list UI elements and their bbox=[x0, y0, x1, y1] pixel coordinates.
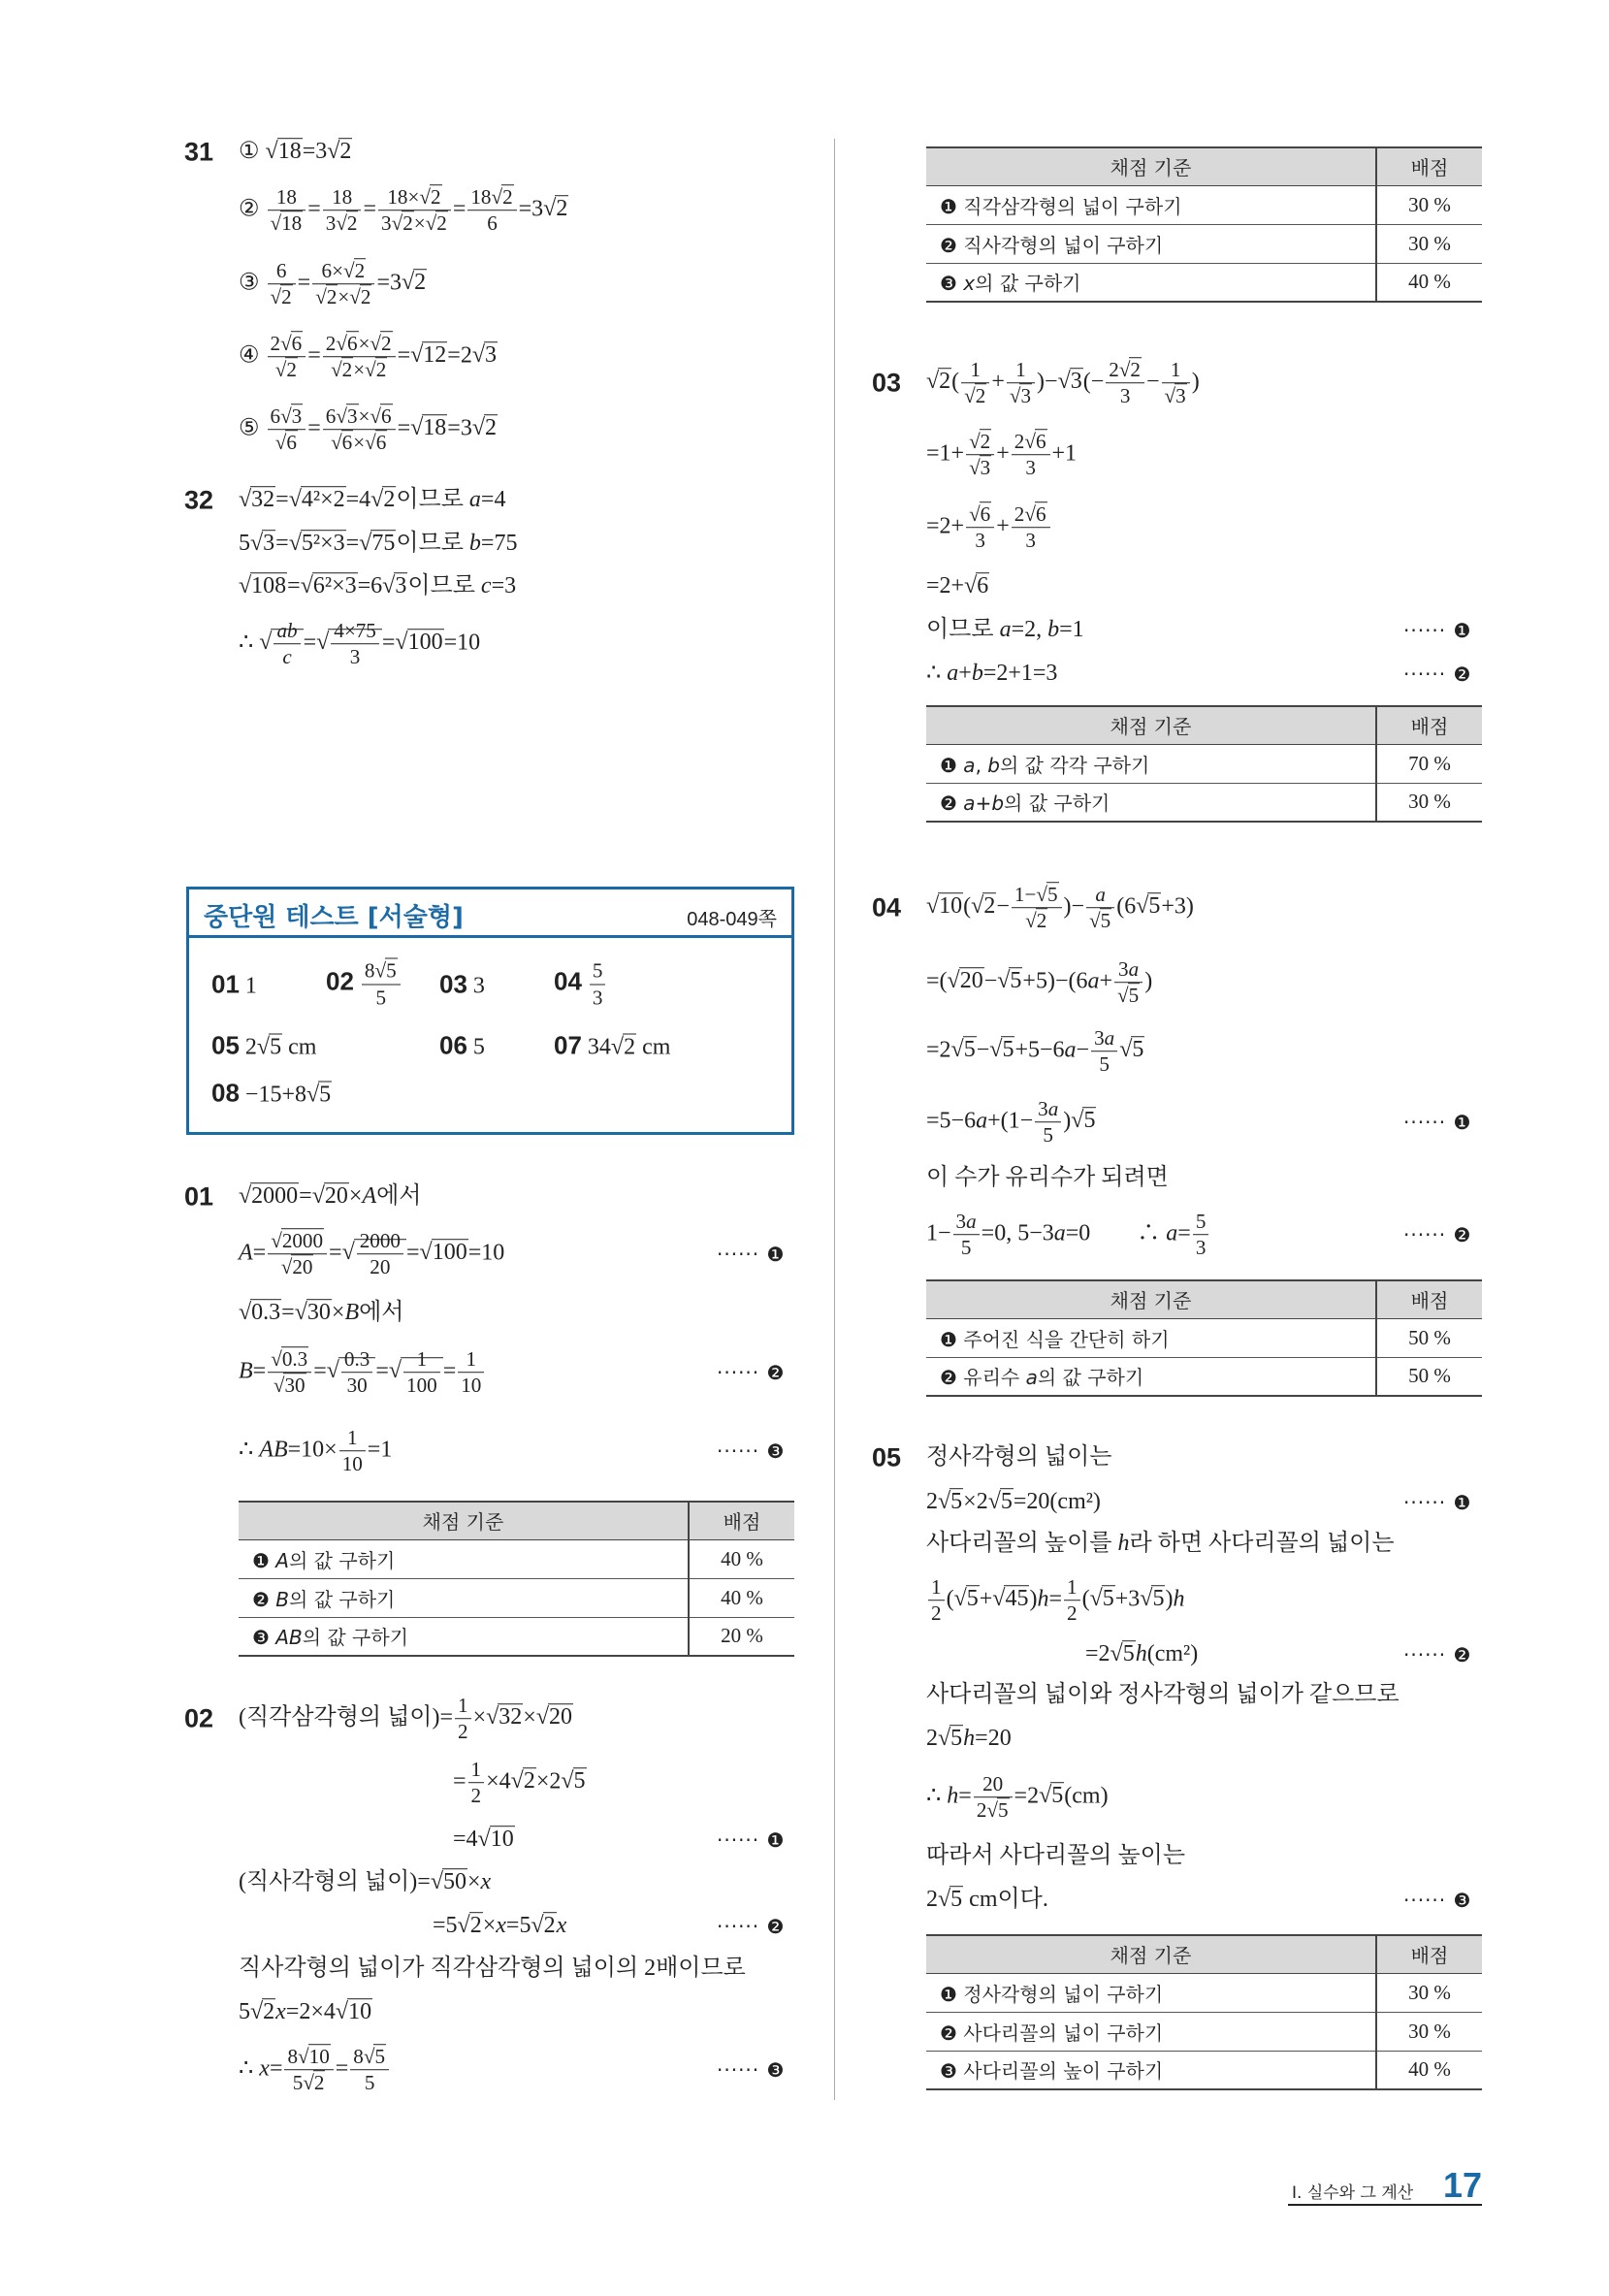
answer-item: 01 1 bbox=[211, 969, 257, 999]
scoring-table bbox=[926, 1279, 1482, 1397]
table-row: ❷ B의 값 구하기 40 % bbox=[239, 1578, 794, 1617]
solution-line: 2√5h=20 bbox=[926, 1726, 1012, 1752]
solution-line: ⑤ $\frac{6√3}{√6}$ = $\frac{6√3\times√6}{√6\times√6}$ =√18=3√2 bbox=[239, 404, 497, 455]
solution-line: =2+√6 bbox=[926, 573, 989, 599]
step-marker: ······ ❸ bbox=[717, 2058, 786, 2082]
solution-line: ∴ h= $\frac{20}{2√5}$ =2√5(cm) bbox=[926, 1772, 1109, 1823]
table-header: 배점 bbox=[1376, 147, 1482, 185]
solution-line: =2√5h(cm²) bbox=[1085, 1641, 1199, 1667]
scoring-table bbox=[239, 1501, 794, 1657]
table-header: 채점 기준 bbox=[239, 1502, 689, 1539]
solution-line: A= $\frac{√2000}{√20}$ =√ $\frac{2000}{20}$ =√100=10 bbox=[239, 1229, 505, 1279]
answer-item: 03 3 bbox=[439, 969, 485, 999]
solution-line: ④ $\frac{2√6}{√2}$ = $\frac{2√6\times√2}{√2\times√2}$ =√12=2√3 bbox=[239, 332, 497, 382]
step-marker: ······ ❸ bbox=[1403, 1889, 1472, 1912]
step-marker: ······ ❷ bbox=[717, 1361, 786, 1384]
solution-line: ∴ AB=10× $\frac{1}{10}$ =1 bbox=[239, 1426, 393, 1476]
solution-line: (직사각형의 넓이)=√50×x bbox=[239, 1869, 492, 1895]
table-row: ❷ 직사각형의 넓이 구하기 30 % bbox=[926, 224, 1482, 263]
solution-line: =(√20−√5+5)−(6a+ $\frac{3a}{√5}$ ) bbox=[926, 957, 1153, 1008]
solution-line: √108=√6²×3=6√3이므로 c=3 bbox=[239, 573, 517, 599]
step-marker: ······ ❶ bbox=[717, 1243, 786, 1266]
table-header: 배점 bbox=[1376, 706, 1482, 744]
scoring-table bbox=[926, 146, 1482, 303]
solution-line: ∴ x= $\frac{8√10}{5√2}$ = $\frac{8√5}{5}$ bbox=[239, 2045, 391, 2095]
step-marker: ······ ❶ bbox=[1403, 1111, 1472, 1134]
scoring-table bbox=[926, 1934, 1482, 2090]
solution-line: 1− $\frac{3a}{5}$ =0, 5−3a=0 ∴ a= $\frac{5}{3}$ bbox=[926, 1210, 1210, 1260]
table-row: ❷ 사다리꼴의 넓이 구하기 30 % bbox=[926, 2012, 1482, 2051]
table-header: 채점 기준 bbox=[926, 1280, 1376, 1318]
solution-line: ∴ a+b=2+1=3 bbox=[926, 661, 1058, 687]
solution-line: 이 수가 유리수가 되려면 bbox=[926, 1165, 1169, 1191]
solution-line: √32=√4²×2=4√2이므로 a=4 bbox=[239, 487, 506, 513]
solution-line: ∴ √ $\frac{ab}{c}$ =√ $\frac{4\times 75}{3}$ =√100=10 bbox=[239, 619, 481, 669]
chapter-title: Ⅰ. 실수와 그 계산 bbox=[1292, 2183, 1414, 2203]
table-row: ❶ 주어진 식을 간단히 하기 50 % bbox=[926, 1318, 1482, 1357]
solution-line: 정사각형의 넓이는 bbox=[926, 1444, 1112, 1471]
solution-line: √2000=√20×A에서 bbox=[239, 1183, 422, 1210]
table-row: ❶ 직각삼각형의 넓이 구하기 30 % bbox=[926, 185, 1482, 224]
solution-line: =5√2×x=5√2x bbox=[433, 1913, 567, 1939]
solution-line: 2√5×2√5=20(cm²) bbox=[926, 1489, 1101, 1515]
solution-line: 사다리꼴의 높이를 h라 하면 사다리꼴의 넓이는 bbox=[926, 1531, 1395, 1557]
solution-line: =2√5−√5+5−6a− $\frac{3a}{5}$ √5 bbox=[926, 1026, 1144, 1077]
solution-line: 이므로 a=2, b=1 bbox=[926, 617, 1084, 643]
step-marker: ······ ❶ bbox=[1403, 619, 1472, 642]
table-header: 채점 기준 bbox=[926, 1935, 1376, 1973]
step-marker: ······ ❷ bbox=[1403, 1643, 1472, 1666]
answer-item: 08 −15+8√5 bbox=[211, 1078, 332, 1108]
solution-line: √2( $\frac{1}{√2}$ + $\frac{1}{√3}$ )−√3(− $\frac{2√2}{3}$ − $\frac{1}{√3}$ ) bbox=[926, 358, 1200, 408]
solution-line: √0.3=√30×B에서 bbox=[239, 1300, 404, 1326]
page-reference: 048-049쪽 bbox=[687, 909, 777, 930]
solution-line: 따라서 사다리꼴의 높이는 bbox=[926, 1843, 1186, 1869]
answer-item: 07 34√2 cm bbox=[554, 1030, 671, 1060]
solution-line: = $\frac{1}{2}$ ×4√2×2√5 bbox=[453, 1758, 586, 1808]
question-number: 02 bbox=[184, 1703, 214, 1733]
solution-line: 사다리꼴의 넓이와 정사각형의 넓이가 같으므로 bbox=[926, 1682, 1400, 1708]
question-number: 32 bbox=[184, 485, 214, 515]
page-number: 17 bbox=[1442, 2165, 1482, 2205]
solution-line: 5√2x=2×4√10 bbox=[239, 1999, 372, 2025]
solution-line: =2+ $\frac{√6}{3}$ + $\frac{2√6}{3}$ bbox=[926, 502, 1052, 553]
table-header: 배점 bbox=[1376, 1935, 1482, 1973]
question-number: 03 bbox=[872, 368, 902, 398]
step-marker: ······ ❷ bbox=[1403, 663, 1472, 686]
answer-item: 06 5 bbox=[439, 1030, 485, 1060]
table-header: 채점 기준 bbox=[926, 706, 1376, 744]
table-row: ❸ 사다리꼴의 높이 구하기 40 % bbox=[926, 2051, 1482, 2089]
table-row: ❶ A의 값 구하기 40 % bbox=[239, 1539, 794, 1578]
table-row: ❸ AB의 값 구하기 20 % bbox=[239, 1617, 794, 1656]
solution-line: =4√10 bbox=[453, 1827, 514, 1853]
table-row: ❷ 유리수 a의 값 구하기 50 % bbox=[926, 1357, 1482, 1396]
solution-line: √10(√2− $\frac{1-√5}{√2}$ )− $\frac{a}{√5}$ (6√5+3) bbox=[926, 883, 1194, 933]
answer-item: 05 2√5 cm bbox=[211, 1030, 317, 1060]
answer-item: 02 $\frac{8√5}{5}$ bbox=[326, 959, 402, 1011]
scoring-table bbox=[926, 705, 1482, 823]
solution-line: 직사각형의 넓이가 직각삼각형의 넓이의 2배이므로 bbox=[239, 1956, 746, 1982]
solution-line: 5√3=√5²×3=√75이므로 b=75 bbox=[239, 531, 518, 557]
summary-box-title: 중단원 테스트 [서술형] bbox=[204, 903, 464, 932]
solution-line: (직각삼각형의 넓이)= $\frac{1}{2}$ ×√32×√20 bbox=[239, 1694, 572, 1744]
answer-item: 04 $\frac{5}{3}$ bbox=[554, 959, 607, 1011]
table-header: 배점 bbox=[1376, 1280, 1482, 1318]
question-number: 04 bbox=[872, 892, 902, 922]
question-number: 31 bbox=[184, 137, 214, 167]
solution-line: ① √18=3√2 bbox=[239, 139, 352, 165]
solution-line: =1+ $\frac{√2}{√3}$ + $\frac{2√6}{3}$ +1 bbox=[926, 430, 1078, 480]
step-marker: ······ ❷ bbox=[717, 1915, 786, 1938]
table-header: 배점 bbox=[689, 1502, 794, 1539]
solution-line: 2√5 cm이다. bbox=[926, 1887, 1048, 1913]
step-marker: ······ ❶ bbox=[1403, 1491, 1472, 1514]
summary-box-header bbox=[189, 889, 791, 938]
table-row: ❷ a+b의 값 구하기 30 % bbox=[926, 783, 1482, 822]
question-number: 05 bbox=[872, 1442, 902, 1472]
solution-line: ③ $\frac{6}{√2}$ = $\frac{6\times√2}{√2\times√2}$ =3√2 bbox=[239, 259, 427, 309]
solution-line: B= $\frac{√0.3}{√30}$ =√ $\frac{0.3}{30}$ =√ $\frac{1}{100}$ = $\frac{1}{10}$ bbox=[239, 1347, 486, 1398]
step-marker: ······ ❸ bbox=[717, 1439, 786, 1463]
solution-line: ② $\frac{18}{√18}$ = $\frac{18}{3√2}$ = $\frac{18\times√2}{3√2\times√2}$ = $\frac{18√2}{6}$ =3√2 bbox=[239, 185, 568, 236]
question-number: 01 bbox=[184, 1181, 214, 1212]
page-footer bbox=[1288, 2165, 1482, 2206]
table-row: ❶ a, b의 값 각각 구하기 70 % bbox=[926, 744, 1482, 783]
table-header: 채점 기준 bbox=[926, 147, 1376, 185]
solution-line: =5−6a+(1− $\frac{3a}{5}$ )√5 bbox=[926, 1097, 1096, 1148]
table-row: ❸ x의 값 구하기 40 % bbox=[926, 263, 1482, 302]
step-marker: ······ ❶ bbox=[717, 1828, 786, 1852]
column-divider bbox=[834, 139, 835, 2100]
solution-line: $\frac{1}{2}$ (√5+√45)h= $\frac{1}{2}$ (√5+3√5)h bbox=[926, 1575, 1184, 1626]
step-marker: ······ ❷ bbox=[1403, 1223, 1472, 1246]
table-row: ❶ 정사각형의 넓이 구하기 30 % bbox=[926, 1973, 1482, 2012]
